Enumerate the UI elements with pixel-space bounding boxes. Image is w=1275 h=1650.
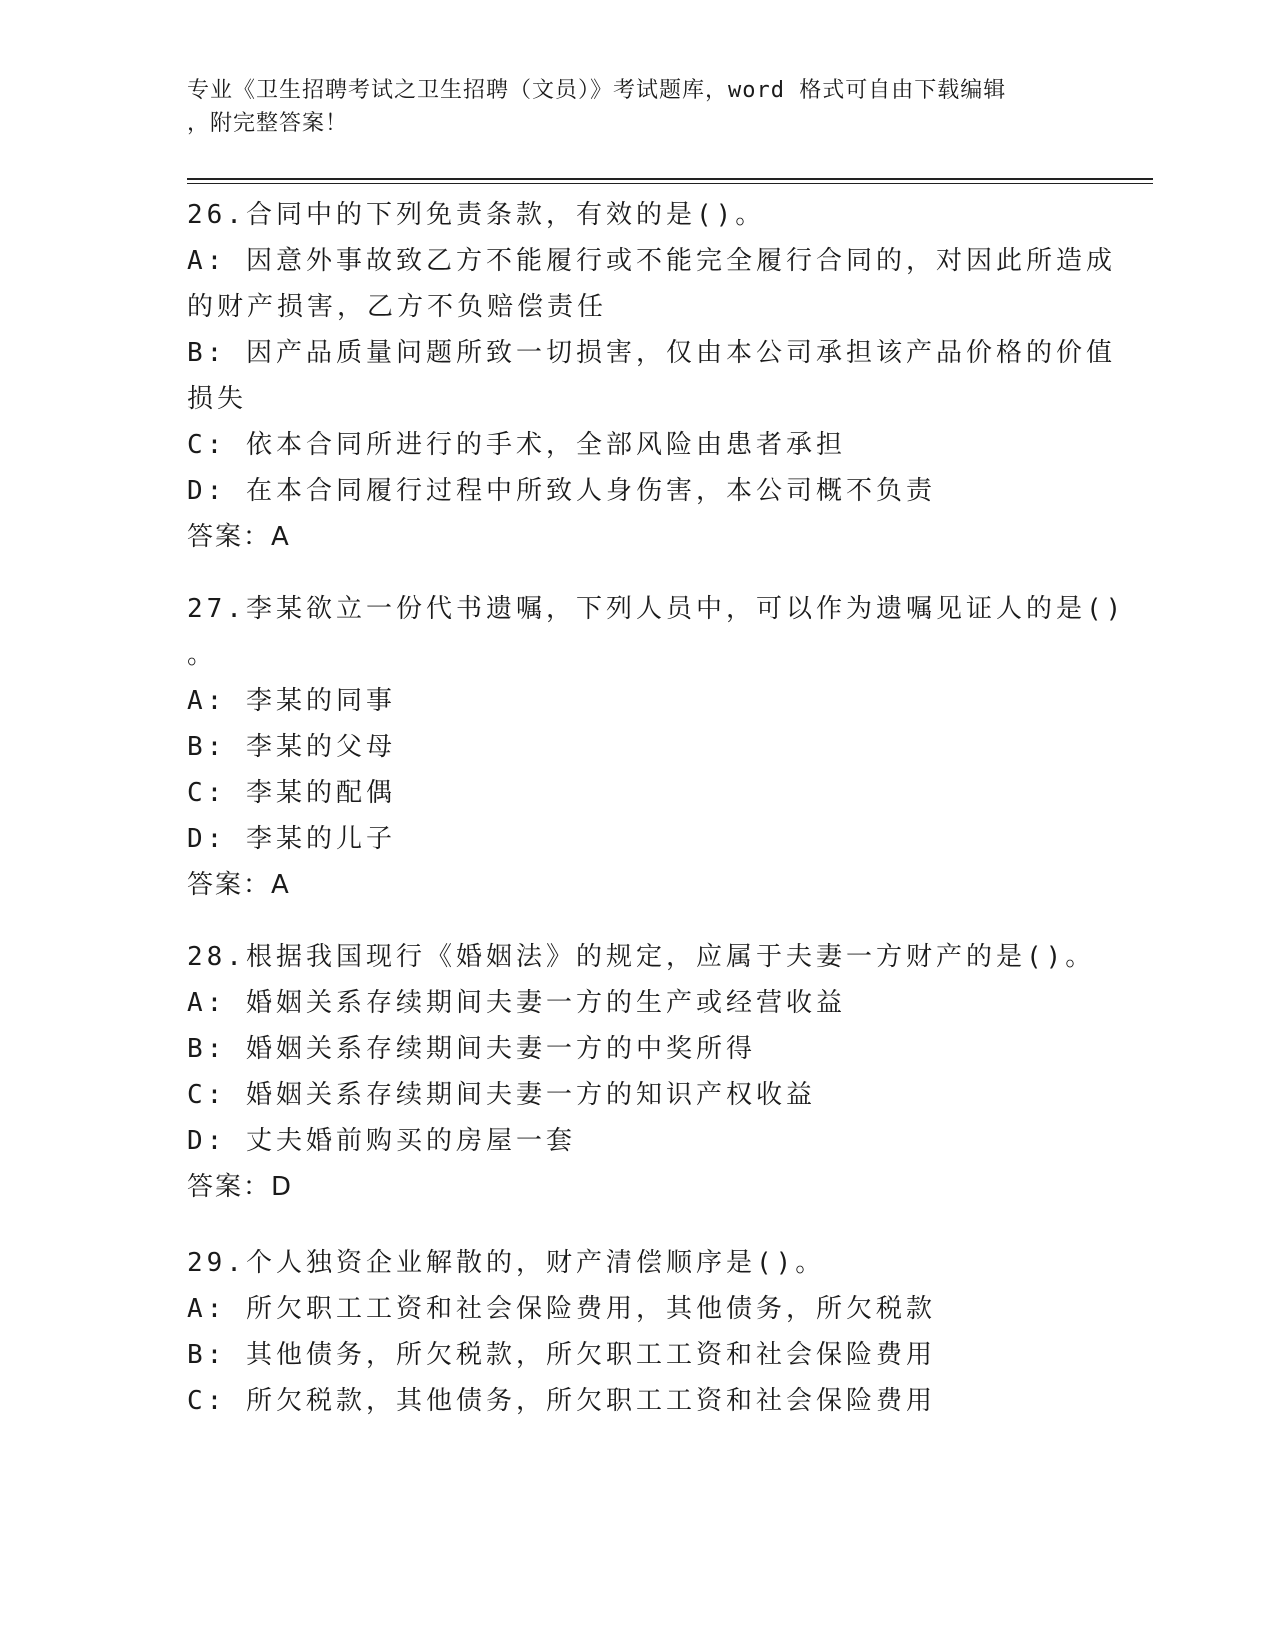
option-d: D: 在本合同履行过程中所致人身伤害，本公司概不负责	[187, 476, 936, 506]
option-b: B: 婚姻关系存续期间夫妻一方的中奖所得	[187, 1034, 756, 1064]
document-header	[187, 74, 1077, 140]
question-28	[187, 934, 1096, 1210]
question-stem: 26.合同中的下列免责条款，有效的是()。	[187, 200, 766, 230]
option-c: C: 李某的配偶	[187, 778, 396, 808]
option-a: A: 李某的同事	[187, 686, 396, 716]
option-b-line-2: 损失	[187, 384, 248, 414]
question-29	[187, 1240, 1077, 1424]
option-c: C: 所欠税款，其他债务，所欠职工工资和社会保险费用	[187, 1386, 936, 1416]
option-b: B: 李某的父母	[187, 732, 396, 762]
question-27	[187, 586, 1126, 908]
question-stem-line-2: 。	[187, 640, 218, 670]
option-a-line-1: A: 因意外事故致乙方不能履行或不能完全履行合同的，对因此所造成	[187, 246, 1116, 276]
option-a: A: 婚姻关系存续期间夫妻一方的生产或经营收益	[187, 988, 846, 1018]
option-b-line-1: B: 因产品质量问题所致一切损害，仅由本公司承担该产品价格的价值	[187, 338, 1116, 368]
answer-label: 答案：A	[187, 522, 291, 552]
question-stem-line-1: 27.李某欲立一份代书遗嘱，下列人员中，可以作为遗嘱见证人的是()	[187, 594, 1126, 624]
question-stem: 29.个人独资企业解散的，财产清偿顺序是()。	[187, 1248, 826, 1278]
header-divider-thin	[187, 183, 1153, 184]
option-b: B: 其他债务，所欠税款，所欠职工工资和社会保险费用	[187, 1340, 936, 1370]
header-line-2: ，附完整答案！	[187, 111, 349, 136]
option-c: C: 婚姻关系存续期间夫妻一方的知识产权收益	[187, 1080, 816, 1110]
header-line-1: 专业《卫生招聘考试之卫生招聘（文员）》考试题库，word 格式可自由下载编辑	[187, 78, 1007, 103]
answer-label: 答案：D	[187, 1172, 294, 1202]
option-d: D: 丈夫婚前购买的房屋一套	[187, 1126, 576, 1156]
question-26	[187, 192, 1116, 560]
option-d: D: 李某的儿子	[187, 824, 396, 854]
answer-label: 答案：A	[187, 870, 291, 900]
option-c: C: 依本合同所进行的手术，全部风险由患者承担	[187, 430, 846, 460]
option-a: A: 所欠职工工资和社会保险费用，其他债务，所欠税款	[187, 1294, 936, 1324]
question-stem: 28.根据我国现行《婚姻法》的规定，应属于夫妻一方财产的是()。	[187, 942, 1096, 972]
header-divider-thick	[187, 178, 1153, 180]
option-a-line-2: 的财产损害，乙方不负赔偿责任	[187, 292, 608, 322]
